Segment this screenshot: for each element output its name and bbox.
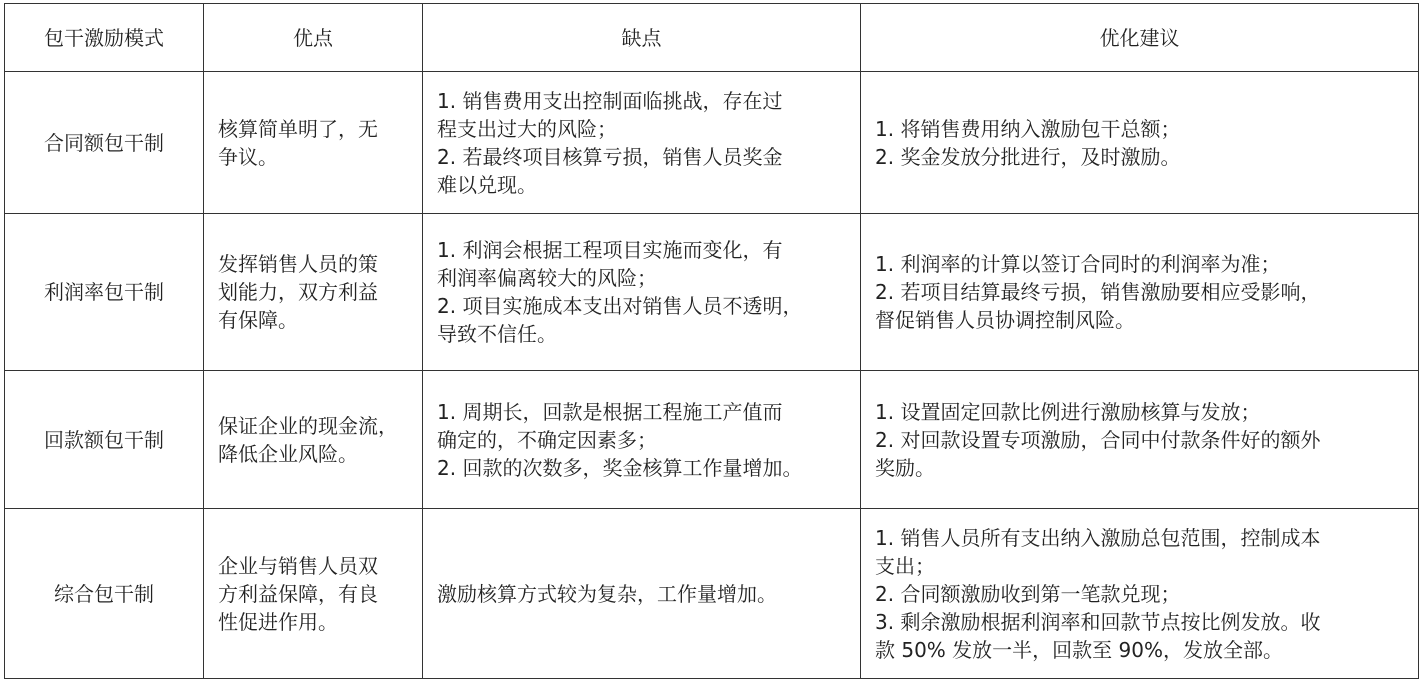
- disadvantage-line: 1. 销售费用支出控制面临挑战，存在过: [437, 88, 783, 113]
- disadvantage-line: 程支出过大的风险；: [437, 116, 617, 141]
- suggestion-line: 1. 利润率的计算以签订合同时的利润率为准；: [875, 252, 1281, 276]
- suggestion-cell: [861, 214, 1419, 371]
- advantage-line: 方利益保障，有良: [218, 581, 378, 606]
- table-row: [5, 509, 1419, 679]
- mode-cell: 综合包干制: [5, 509, 204, 679]
- suggestion-cell: [861, 72, 1419, 214]
- suggestion-line: 2. 合同额激励收到第一笔款兑现；: [875, 581, 1181, 606]
- suggestion-line: 奖励。: [875, 455, 935, 480]
- advantage-line: 发挥销售人员的策: [218, 252, 378, 276]
- header-suggestion: 优化建议: [861, 4, 1419, 72]
- advantage-line: 性促进作用。: [218, 609, 338, 634]
- table-row: [5, 371, 1419, 509]
- advantage-cell: [204, 371, 423, 509]
- advantage-cell: [204, 214, 423, 371]
- suggestion-line: 2. 奖金发放分批进行，及时激励。: [875, 144, 1181, 169]
- suggestion-line: 支出；: [875, 553, 935, 578]
- advantage-line: 争议。: [218, 144, 278, 169]
- suggestion-line: 2. 对回款设置专项激励，合同中付款条件好的额外: [875, 427, 1321, 452]
- table-row: [5, 214, 1419, 371]
- mode-cell: 合同额包干制: [5, 72, 204, 214]
- advantage-line: 企业与销售人员双: [218, 553, 378, 578]
- disadvantage-cell: [423, 214, 861, 371]
- advantage-line: 保证企业的现金流，: [218, 413, 398, 438]
- advantage-cell: [204, 509, 423, 679]
- table-header-row: [5, 4, 1419, 72]
- suggestion-line: 1. 将销售费用纳入激励包干总额；: [875, 116, 1181, 141]
- header-mode: 包干激励模式: [5, 4, 204, 72]
- incentive-mode-table: [4, 3, 1419, 679]
- disadvantage-line: 2. 回款的次数多，奖金核算工作量增加。: [437, 455, 803, 480]
- disadvantage-line: 确定的，不确定因素多；: [437, 427, 657, 452]
- header-disadvantage: 缺点: [423, 4, 861, 72]
- suggestion-line: 督促销售人员协调控制风险。: [875, 308, 1135, 332]
- advantage-cell: [204, 72, 423, 214]
- disadvantage-cell: [423, 509, 861, 679]
- disadvantage-line: 2. 若最终项目核算亏损，销售人员奖金: [437, 144, 783, 169]
- disadvantage-line: 2. 项目实施成本支出对销售人员不透明，: [437, 294, 803, 318]
- advantage-line: 有保障。: [218, 308, 298, 332]
- disadvantage-line: 1. 利润会根据工程项目实施而变化，有: [437, 238, 783, 262]
- disadvantage-line: 激励核算方式较为复杂，工作量增加。: [437, 581, 777, 606]
- disadvantage-line: 利润率偏离较大的风险；: [437, 266, 657, 290]
- disadvantage-cell: [423, 371, 861, 509]
- suggestion-line: 1. 销售人员所有支出纳入激励总包范围，控制成本: [875, 525, 1321, 550]
- disadvantage-line: 1. 周期长，回款是根据工程施工产值而: [437, 399, 783, 424]
- suggestion-line: 款 50% 发放一半，回款至 90%，发放全部。: [875, 637, 1283, 662]
- suggestion-line: 1. 设置固定回款比例进行激励核算与发放；: [875, 399, 1261, 424]
- advantage-line: 降低企业风险。: [218, 441, 358, 466]
- disadvantage-cell: [423, 72, 861, 214]
- disadvantage-line: 导致不信任。: [437, 322, 557, 346]
- suggestion-line: 2. 若项目结算最终亏损，销售激励要相应受影响，: [875, 280, 1321, 304]
- suggestion-cell: [861, 509, 1419, 679]
- table-row: [5, 72, 1419, 214]
- suggestion-line: 3. 剩余激励根据利润率和回款节点按比例发放。收: [875, 609, 1321, 634]
- mode-cell: 回款额包干制: [5, 371, 204, 509]
- advantage-line: 核算简单明了，无: [218, 116, 378, 141]
- header-advantage: 优点: [204, 4, 423, 72]
- mode-cell: 利润率包干制: [5, 214, 204, 371]
- advantage-line: 划能力，双方利益: [218, 280, 378, 304]
- disadvantage-line: 难以兑现。: [437, 172, 537, 197]
- suggestion-cell: [861, 371, 1419, 509]
